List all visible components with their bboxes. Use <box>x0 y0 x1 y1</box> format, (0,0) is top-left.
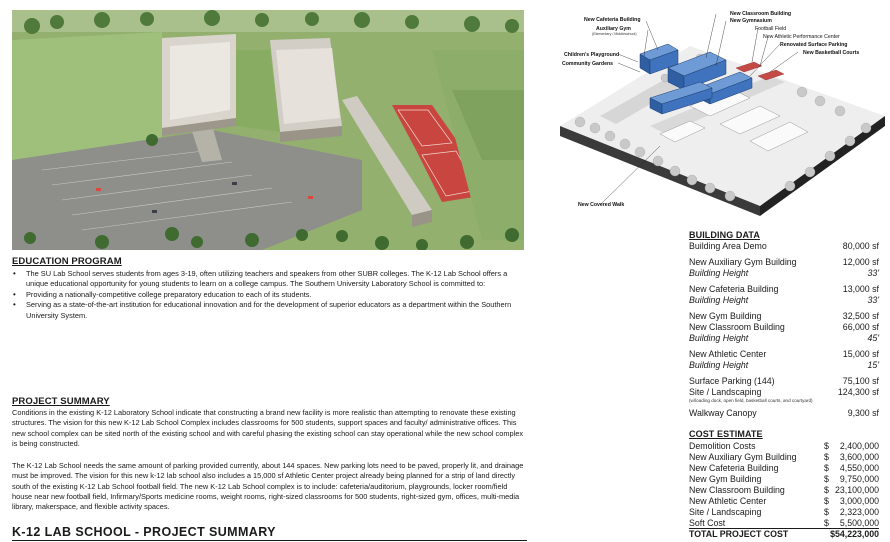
row-value: 45' <box>867 333 879 343</box>
cost-row <box>689 485 879 496</box>
cost-row <box>689 496 879 507</box>
education-bullet: • The SU Lab School serves students from ages 3-19, often utilizing teachers and speakers from other SUBR colleges. The K-12 Lab School offers a unique educational opportunity for young students to learn on a college campus. The Southern University Laboratory School is committed to: <box>12 269 527 290</box>
cost-label: Demolition Costs <box>689 441 756 451</box>
site-diagram <box>540 6 890 228</box>
cost-row <box>689 474 879 485</box>
currency-symbol: $ <box>824 485 829 495</box>
row-value: 32,500 sf <box>842 311 879 321</box>
cost-estimate-table <box>689 441 879 541</box>
site-landscaping-note: (w/loading dock, open field, basketball courts, and courtyard) <box>689 398 813 403</box>
row-label: Building Area Demo <box>689 241 767 251</box>
summary-paragraph-2: The K-12 Lab School needs the same amount of parking provided currently, about 144 spaces. New parking lots need to be paved, properly lit, and drainage must be improved. The vision for this new k-12 lab school also includes a 15,000 sf Athletic Center project already being planned for a strip of land directly south of the existing K-12 Lab School football field. The new K-12 Lab School complex is to include: cafeteria/auditorium, playgrounds, locker room/field house near new football field, Infirmary/Sports medicine rooms, weight rooms, right-sized classrooms for 500 students, right-sized gym, offices, multi-media library, makerspace, and flexible activity spaces. <box>12 461 524 512</box>
row-value: 75,100 sf <box>842 376 879 386</box>
cost-label: New Athletic Center <box>689 496 767 506</box>
row-value: 12,000 sf <box>842 257 879 267</box>
row-value: 15' <box>867 360 879 370</box>
building-data-row <box>689 333 879 344</box>
cost-row <box>689 441 879 452</box>
row-label: New Gym Building <box>689 311 762 321</box>
cost-amount: 4,550,000 <box>839 463 879 473</box>
row-value: 33' <box>867 295 879 305</box>
callout-basketball: New Basketball Courts <box>803 50 860 56</box>
currency-symbol: $ <box>824 496 829 506</box>
callout-athletic: New Athletic Performance Center <box>763 34 840 40</box>
summary-heading: PROJECT SUMMARY <box>12 396 110 407</box>
cost-label: Site / Landscaping <box>689 507 762 517</box>
row-value: 9,300 sf <box>847 408 879 418</box>
cost-label: New Classroom Building <box>689 485 785 495</box>
building-data-row <box>689 349 879 360</box>
row-value: 13,000 sf <box>842 284 879 294</box>
row-value: 124,300 sf <box>837 387 879 397</box>
building-data-row <box>689 295 879 306</box>
cost-estimate-heading: COST ESTIMATE <box>689 429 763 439</box>
row-label: New Classroom Building <box>689 322 785 332</box>
building-data-row <box>689 257 879 268</box>
building-data-row <box>689 387 879 398</box>
row-value: 80,000 sf <box>842 241 879 251</box>
building-data-row <box>689 241 879 252</box>
row-label: New Auxiliary Gym Building <box>689 257 797 267</box>
building-data-row <box>689 284 879 295</box>
building-data-row <box>689 376 879 387</box>
callout-football: Football Field <box>755 26 787 32</box>
cost-amount: 2,400,000 <box>839 441 879 451</box>
row-label: New Athletic Center <box>689 349 767 359</box>
building-data-row <box>689 268 879 279</box>
callout-playground: Children's Playground <box>564 52 620 58</box>
row-value: 66,000 sf <box>842 322 879 332</box>
row-label: Building Height <box>689 333 749 343</box>
total-divider <box>689 528 879 529</box>
building-data-row <box>689 322 879 333</box>
cost-label: New Cafeteria Building <box>689 463 779 473</box>
callout-gym: New Gymnasium <box>730 18 772 24</box>
cost-row <box>689 463 879 474</box>
summary-paragraph-1: Conditions in the existing K-12 Laboratory School indicate that constructing a brand new facility is more realistic than attempting to renovate these existing structures. The vision for this new K-12 Lab School Complex includes classrooms for 500 students, support spaces and faculty/ administrative offices. This new school complex can be sited north of the existing school and with careful phasing the existing school can stay operational while the new school complex is being constructed. <box>12 408 524 448</box>
row-label: Site / Landscaping <box>689 387 762 397</box>
cost-amount: 9,750,000 <box>839 474 879 484</box>
building-data-row <box>689 408 879 419</box>
education-bullets <box>12 269 527 321</box>
currency-symbol: $ <box>824 452 829 462</box>
currency-symbol: $ <box>824 474 829 484</box>
cost-label: New Gym Building <box>689 474 762 484</box>
total-cost-amount: $54,223,000 <box>830 529 879 539</box>
row-label: Surface Parking (144) <box>689 376 775 386</box>
education-bullet: • Serving as a state-of-the-art institution for educational innovation and for the development of superior educators as a department within the Southern University System. <box>12 300 527 321</box>
currency-symbol: $ <box>824 518 829 528</box>
row-label: Building Height <box>689 360 749 370</box>
row-value: 15,000 sf <box>842 349 879 359</box>
education-bullet: • Providing a nationally-competitive college preparatory education to each of its students. <box>12 290 527 300</box>
currency-symbol: $ <box>824 441 829 451</box>
page-title: K-12 LAB SCHOOL - PROJECT SUMMARY <box>12 525 276 539</box>
title-divider <box>12 540 527 541</box>
callout-aux-gym-sub: (Elementary / Middleschool) <box>592 32 637 36</box>
callout-walk: New Covered Walk <box>578 202 625 208</box>
education-heading: EDUCATION PROGRAM <box>12 256 122 267</box>
callout-parking: Renovated Surface Parking <box>780 42 848 48</box>
row-label: Building Height <box>689 268 749 278</box>
cost-amount: 23,100,000 <box>834 485 879 495</box>
total-cost-label: TOTAL PROJECT COST <box>689 529 789 539</box>
cost-amount: 2,323,000 <box>839 507 879 517</box>
row-label: New Cafeteria Building <box>689 284 779 294</box>
cost-label: Soft Cost <box>689 518 726 528</box>
row-label: Walkway Canopy <box>689 408 757 418</box>
cost-row <box>689 507 879 518</box>
cost-amount: 3,000,000 <box>839 496 879 506</box>
callout-classroom: New Classroom Building <box>730 11 792 17</box>
callout-aux-gym: Auxiliary Gym <box>596 26 631 32</box>
aerial-rendering <box>12 10 524 250</box>
currency-symbol: $ <box>824 463 829 473</box>
cost-amount: 3,600,000 <box>839 452 879 462</box>
building-data-heading: BUILDING DATA <box>689 230 760 240</box>
aerial-rendering-art <box>12 10 524 250</box>
row-value: 33' <box>867 268 879 278</box>
building-data-row <box>689 311 879 322</box>
cost-label: New Auxiliary Gym Building <box>689 452 797 462</box>
row-label: Building Height <box>689 295 749 305</box>
total-cost-row <box>689 529 879 540</box>
building-data-row <box>689 360 879 371</box>
cost-amount: 5,500,000 <box>839 518 879 528</box>
callout-gardens: Community Gardens <box>562 61 614 67</box>
building-data-table <box>689 241 879 421</box>
currency-symbol: $ <box>824 507 829 517</box>
cost-row <box>689 452 879 463</box>
callout-cafeteria: New Cafeteria Building <box>584 17 641 23</box>
